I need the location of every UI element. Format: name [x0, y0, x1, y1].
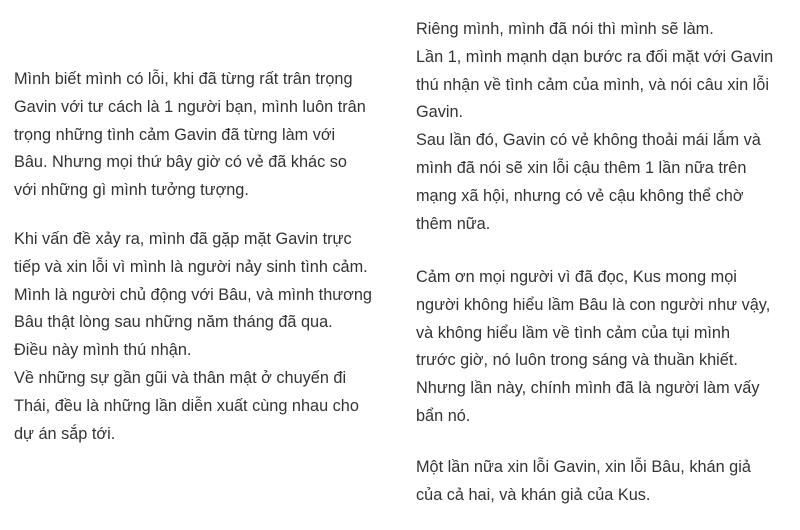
text-line: Gavin với tư cách là 1 người bạn, mình luôn trân	[14, 97, 366, 116]
text-line: của cả hai, và khán giả của Kus.	[416, 485, 651, 504]
text-line: bẩn nó.	[416, 406, 471, 425]
text-line: thêm nữa.	[416, 214, 491, 233]
paragraph-thanks	[416, 264, 770, 431]
text-line: và không hiểu lầm về tình cảm của tụi mình	[416, 323, 731, 342]
right-text-column	[416, 0, 800, 530]
paragraph-actions	[416, 16, 773, 238]
text-line: người không hiểu lầm Bâu là con người như vậy,	[416, 295, 771, 314]
text-line: Riêng mình, mình đã nói thì mình sẽ làm.	[416, 20, 714, 38]
text-line: Thái, đều là những lần diễn xuất cùng nhau cho	[14, 396, 359, 415]
text-line: trọng những tình cảm Gavin đã từng làm với	[14, 125, 336, 144]
text-line: Điều này mình thú nhận.	[14, 341, 192, 360]
text-line: Mình biết mình có lỗi, khi đã từng rất trân trọng	[14, 70, 353, 88]
paragraph-apology-intro	[14, 66, 366, 205]
text-line: Mình là người chủ động với Bâu, và mình thương	[14, 285, 372, 304]
text-line: Khi vấn đề xảy ra, mình đã gặp mặt Gavin trực	[14, 230, 352, 248]
text-line: mạng xã hội, nhưng có vẻ cậu không thể chờ	[416, 186, 744, 205]
text-line: trước giờ, nó luôn trong sáng và thuần khiết.	[416, 351, 738, 370]
text-line: Bâu. Nhưng mọi thứ bây giờ có vẻ đã khác so	[14, 153, 347, 172]
text-line: với những gì mình tưởng tượng.	[14, 181, 249, 200]
text-line: mình đã nói sẽ xin lỗi cậu thêm 1 lần nữa trên	[416, 158, 747, 177]
text-line: tiếp và xin lỗi vì mình là người nảy sinh tình cảm.	[14, 257, 368, 276]
left-text-column	[14, 0, 400, 530]
text-line: Bâu thật lòng sau những năm tháng đã qua.	[14, 313, 333, 332]
text-line: Lần 1, mình mạnh dạn bước ra đối mặt với Gavin	[416, 47, 774, 66]
text-line: Gavin.	[416, 103, 464, 122]
text-line: Một lần nữa xin lỗi Gavin, xin lỗi Bâu, khán giả	[416, 458, 751, 476]
paragraph-incident	[14, 226, 372, 448]
text-line: thú nhận về tình cảm của mình, và nói câu xin lỗi	[416, 75, 769, 94]
text-line: dự án sắp tới.	[14, 424, 116, 443]
paragraph-final-apology	[416, 454, 751, 510]
text-line: Về những sự gần gũi và thân mật ở chuyến đi	[14, 368, 347, 387]
text-line: Nhưng lần này, chính mình đã là người làm vấy	[416, 379, 760, 398]
text-line: Cảm ơn mọi người vì đã đọc, Kus mong mọi	[416, 268, 737, 286]
text-line: Sau lần đó, Gavin có vẻ không thoải mái lắm và	[416, 131, 761, 150]
